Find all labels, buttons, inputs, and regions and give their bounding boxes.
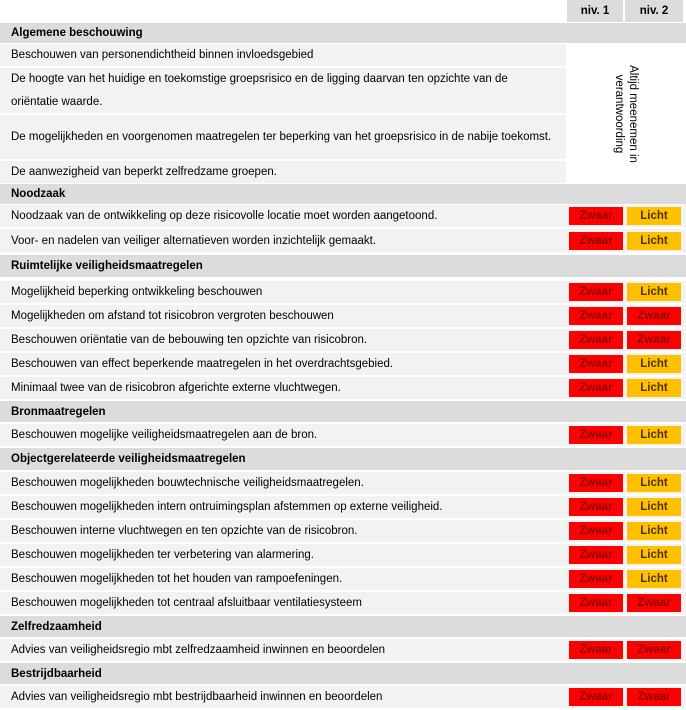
level1-badge: Zwaar: [569, 232, 623, 250]
level1-badge: Zwaar: [569, 498, 623, 516]
table-row: [0, 229, 686, 252]
level2-badge: Licht: [627, 283, 681, 301]
level1-badge: Zwaar: [569, 641, 623, 659]
row-text: Advies van veiligheidsregio mbt bestrijdbaarheid inwinnen en beoordelen: [11, 691, 383, 703]
table-row: [0, 424, 686, 446]
level2-badge: Licht: [627, 570, 681, 588]
level2-badge: Licht: [627, 355, 681, 373]
row-text: Beschouwen mogelijke veiligheidsmaatregelen aan de bron.: [11, 429, 318, 441]
row-text: De mogelijkheden en voorgenomen maatregelen ter beperking van het groepsrisico in de nabije toekomst.: [11, 130, 552, 143]
level1-badge: Zwaar: [569, 379, 623, 397]
note-cell: [566, 44, 686, 183]
level1-badge: Zwaar: [569, 546, 623, 564]
level1-badge: Zwaar: [569, 474, 623, 492]
section-title: Objectgerelateerde veiligheidsmaatregelen: [11, 453, 246, 465]
table-row: [0, 544, 686, 566]
table-row: [0, 305, 686, 327]
level1-badge: Zwaar: [569, 307, 623, 325]
row-text: Advies van veiligheidsregio mbt zelfredzaamheid inwinnen en beoordelen: [11, 644, 385, 656]
table-row: [0, 592, 686, 614]
table-row: [0, 353, 686, 375]
row-text: Mogelijkheden om afstand tot risicobron vergroten beschouwen: [11, 310, 334, 322]
level1-badge: Zwaar: [569, 331, 623, 349]
level2-badge: Licht: [627, 546, 681, 564]
level1-badge: Zwaar: [569, 688, 623, 706]
level2-badge: Licht: [627, 474, 681, 492]
table-row: [0, 329, 686, 351]
row-text: Beschouwen interne vluchtwegen en ten opzichte van de risicobron.: [11, 525, 358, 537]
row-text: Beschouwen mogelijkheden tot centraal afsluitbaar ventilatiesysteem: [11, 597, 362, 609]
section-header: [0, 401, 686, 422]
table-row: [0, 496, 686, 518]
level2-badge: Zwaar: [627, 594, 681, 612]
table-row: [0, 205, 686, 227]
row-text: Beschouwen van personendichtheid binnen invloedsgebied: [11, 49, 314, 61]
table-row: [0, 281, 686, 303]
row-text: Noodzaak van de ontwikkeling op deze risicovolle locatie moet worden aangetoond.: [11, 210, 438, 222]
row-text: Beschouwen mogelijkheden ter verbetering van alarmering.: [11, 549, 315, 561]
level2-badge: Zwaar: [627, 307, 681, 325]
section-header: [0, 616, 686, 637]
row-text: De aanwezigheid van beperkt zelfredzame groepen.: [11, 166, 277, 178]
row-text: Beschouwen mogelijkheden bouwtechnische veiligheidsmaatregelen.: [11, 477, 364, 489]
section-title: Noodzaak: [11, 188, 66, 200]
table-header: [0, 0, 686, 22]
table-row: [0, 568, 686, 590]
level2-badge: Zwaar: [627, 641, 681, 659]
level2-badge: Licht: [627, 522, 681, 540]
level2-badge: Zwaar: [627, 331, 681, 349]
section-header: [0, 255, 686, 277]
table-row: [0, 377, 686, 399]
row-text: Beschouwen mogelijkheden intern ontruimingsplan afstemmen op externe veiligheid.: [11, 501, 443, 513]
table-row: [0, 520, 686, 542]
level2-badge: Licht: [627, 207, 681, 225]
level2-badge: Licht: [627, 426, 681, 444]
row-text: Beschouwen oriëntatie van de bebouwing ten opzichte van risicobron.: [11, 334, 368, 346]
section-title: Bronmaatregelen: [11, 405, 106, 418]
table-row: [0, 472, 686, 494]
row-text: Beschouwen van effect beperkende maatregelen in het overdrachtsgebied.: [11, 358, 394, 370]
header-niv1: niv. 1: [567, 0, 623, 22]
level1-badge: Zwaar: [569, 570, 623, 588]
rotated-note: Altijd meenemen in verantwoording: [613, 64, 639, 163]
level2-badge: Licht: [627, 498, 681, 516]
section-header: [0, 448, 686, 470]
row-text: Voor- en nadelen van veiliger alternatieven worden inzichtelijk gemaakt.: [11, 234, 377, 247]
section-title: Algemene beschouwing: [11, 27, 143, 39]
level2-badge: Zwaar: [627, 688, 681, 706]
header-niv2: niv. 2: [625, 0, 683, 22]
section-header: [0, 23, 686, 43]
table-row: [0, 639, 686, 661]
level1-badge: Zwaar: [569, 594, 623, 612]
section-header: [0, 184, 686, 204]
section-header: [0, 663, 686, 684]
section-title: Bestrijdbaarheid: [11, 667, 102, 680]
row-text: De hoogte van het huidige en toekomstige groepsrisico en de ligging daarvan ten opzichte van de oriëntatie waarde.: [11, 72, 508, 108]
section-title: Ruimtelijke veiligheidsmaatregelen: [11, 260, 203, 272]
level1-badge: Zwaar: [569, 207, 623, 225]
level2-badge: Licht: [627, 379, 681, 397]
level2-badge: Licht: [627, 232, 681, 250]
level1-badge: Zwaar: [569, 426, 623, 444]
section-title: Zelfredzaamheid: [11, 620, 102, 633]
table-row: [0, 686, 686, 708]
row-text: Mogelijkheid beperking ontwikkeling beschouwen: [11, 286, 263, 298]
level1-badge: Zwaar: [569, 355, 623, 373]
level1-badge: Zwaar: [569, 522, 623, 540]
row-text: Beschouwen mogelijkheden tot het houden van rampoefeningen.: [11, 573, 343, 585]
row-text: Minimaal twee van de risicobron afgerichte externe vluchtwegen.: [11, 382, 341, 394]
level1-badge: Zwaar: [569, 283, 623, 301]
